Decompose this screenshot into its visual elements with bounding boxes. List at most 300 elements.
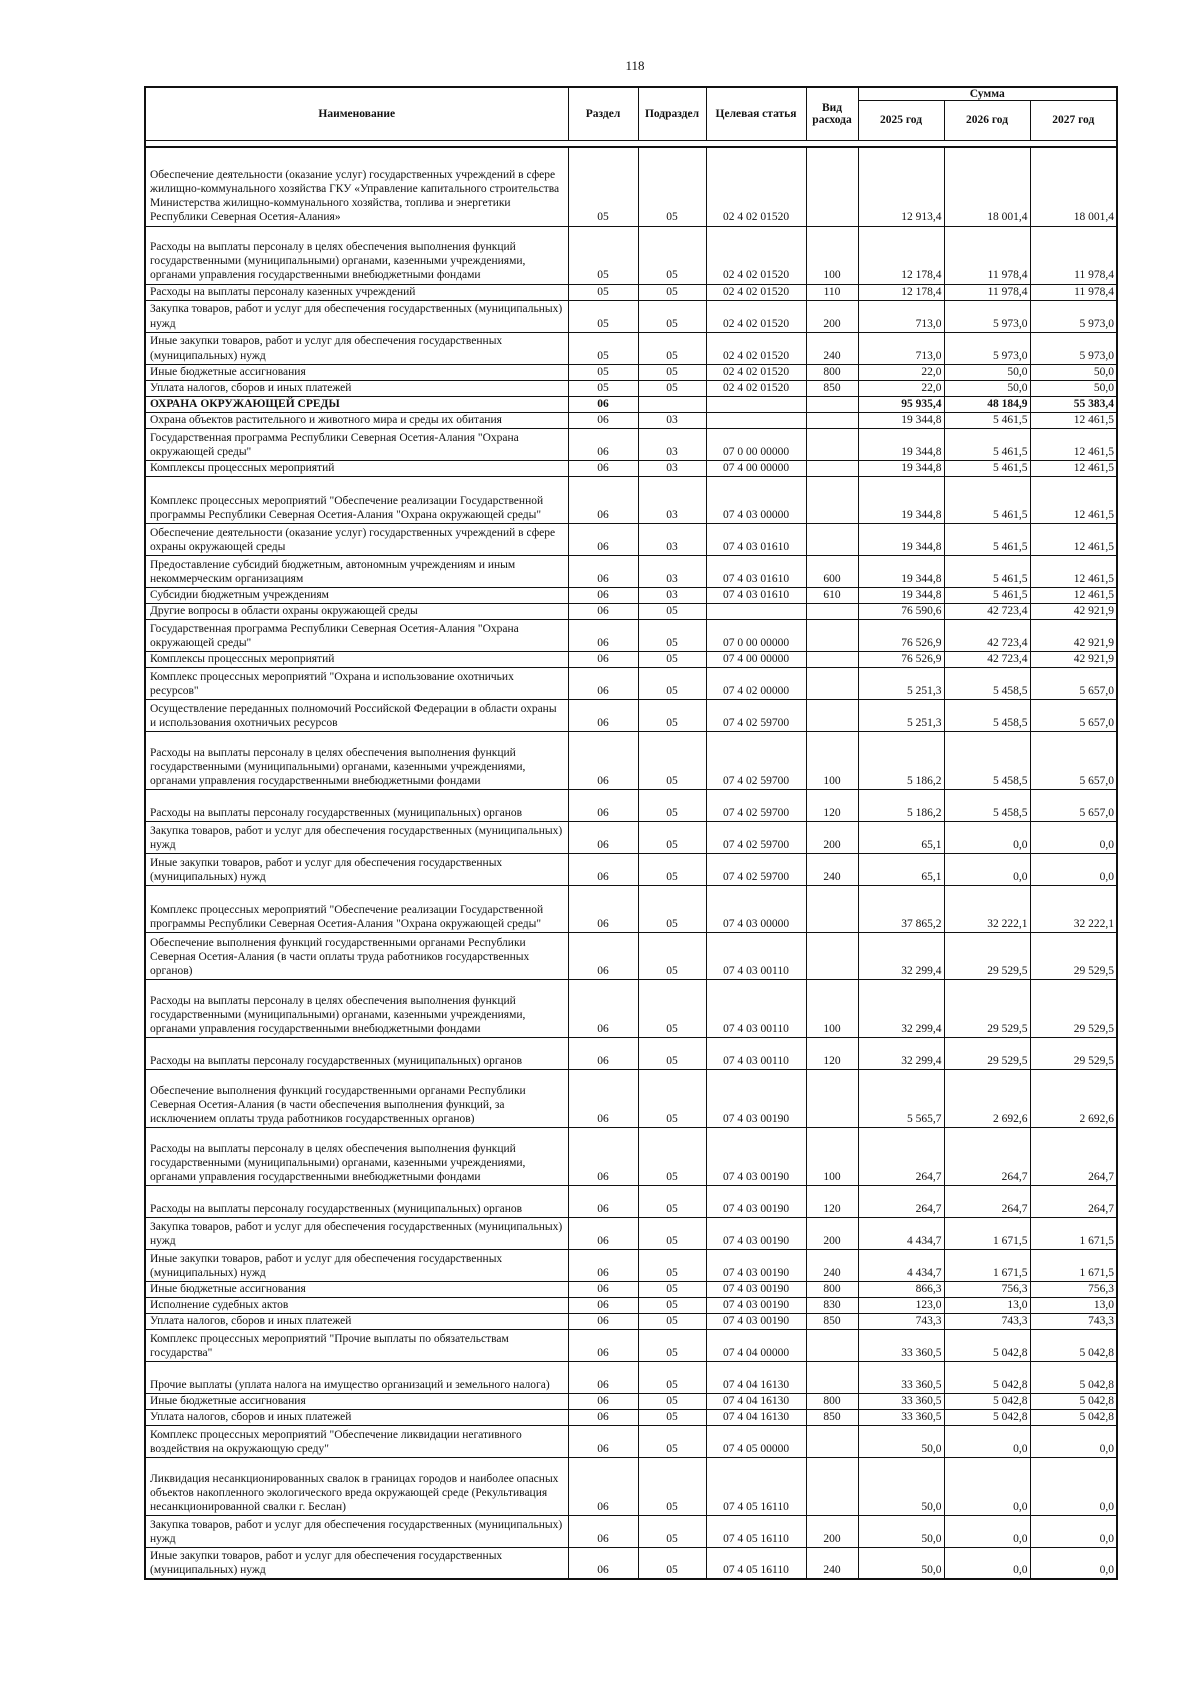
row-sum-2025: 123,0 [858,1297,944,1313]
row-name: Предоставление субсидий бюджетным, автономным учреждениям и иным некоммерческим организациям [145,555,568,587]
row-subsection: 05 [638,1425,706,1457]
row-sum-2026: 5 461,5 [944,555,1030,587]
row-name: Другие вопросы в области охраны окружающей среды [145,603,568,619]
row-section: 06 [568,932,638,979]
table-row [145,853,1117,885]
row-target: 07 4 03 00190 [706,1297,806,1313]
row-expense-type: 850 [806,1409,858,1425]
row-target: 07 4 02 59700 [706,853,806,885]
row-target: 07 4 03 00190 [706,1127,806,1185]
row-subsection: 05 [638,932,706,979]
row-sum-2026: 11 978,4 [944,226,1030,284]
row-target: 07 4 05 16110 [706,1515,806,1547]
row-subsection: 05 [638,731,706,789]
row-name: Уплата налогов, сборов и иных платежей [145,1409,568,1425]
row-target [706,396,806,412]
row-sum-2025: 33 360,5 [858,1329,944,1361]
row-target: 07 0 00 00000 [706,619,806,651]
row-sum-2025: 5 251,3 [858,667,944,699]
row-target: 07 4 02 59700 [706,699,806,731]
row-sum-2027: 12 461,5 [1030,412,1117,428]
row-section: 06 [568,1409,638,1425]
table-row [145,1457,1117,1515]
row-sum-2027: 0,0 [1030,1425,1117,1457]
row-target: 07 4 02 59700 [706,821,806,853]
row-expense-type: 800 [806,1281,858,1297]
row-sum-2026: 29 529,5 [944,932,1030,979]
row-sum-2027: 5 657,0 [1030,789,1117,821]
row-name: Обеспечение выполнения функций государственными органами Республики Северная Осетия-Алания (в части оплаты труда работников государственных органов) [145,932,568,979]
row-target: 02 4 02 01520 [706,284,806,300]
row-name: Расходы на выплаты персоналу в целях обеспечения выполнения функций государственными (муниципальными) органами, казенными учреждениями, органами управления государственными внебюджетными фондами [145,731,568,789]
row-name: Закупка товаров, работ и услуг для обеспечения государственных (муниципальных) нужд [145,300,568,332]
row-name: Расходы на выплаты персоналу в целях обеспечения выполнения функций государственными (муниципальными) органами, казенными учреждениями, органами управления государственными внебюджетными фондами [145,1127,568,1185]
row-target: 07 4 05 16110 [706,1457,806,1515]
row-name: Комплекс процессных мероприятий "Охрана и использование охотничьих ресурсов" [145,667,568,699]
row-sum-2026: 48 184,9 [944,396,1030,412]
row-target: 07 4 03 00110 [706,979,806,1037]
row-subsection: 03 [638,412,706,428]
row-name: Комплекс процессных мероприятий "Прочие выплаты по обязательствам государства" [145,1329,568,1361]
row-sum-2027: 5 973,0 [1030,300,1117,332]
row-sum-2027: 50,0 [1030,364,1117,380]
row-name: Ликвидация несанкционированных свалок в границах городов и наиболее опасных объектов накопленного экологического вреда окружающей среде (Рекультивация несанкционированной свалки г. Беслан) [145,1457,568,1515]
row-expense-type: 200 [806,821,858,853]
row-sum-2025: 4 434,7 [858,1249,944,1281]
row-target: 02 4 02 01520 [706,380,806,396]
row-sum-2027: 42 921,9 [1030,619,1117,651]
row-sum-2025: 5 186,2 [858,731,944,789]
row-subsection: 05 [638,1313,706,1329]
row-subsection: 05 [638,619,706,651]
header-target: Целевая статья [706,87,806,141]
row-expense-type: 100 [806,1127,858,1185]
row-expense-type: 200 [806,1217,858,1249]
row-expense-type [806,651,858,667]
row-sum-2027: 5 042,8 [1030,1329,1117,1361]
table-row [145,284,1117,300]
row-name: Иные бюджетные ассигнования [145,1281,568,1297]
row-name: Расходы на выплаты персоналу в целях обеспечения выполнения функций государственными (муниципальными) органами, казенными учреждениями, органами управления государственными внебюджетными фондами [145,226,568,284]
row-sum-2025: 32 299,4 [858,932,944,979]
row-target: 07 4 03 00190 [706,1249,806,1281]
row-section: 05 [568,284,638,300]
row-sum-2026: 5 458,5 [944,667,1030,699]
row-section: 06 [568,1281,638,1297]
row-section: 06 [568,699,638,731]
row-sum-2026: 0,0 [944,1547,1030,1579]
row-sum-2027: 743,3 [1030,1313,1117,1329]
row-subsection: 05 [638,885,706,932]
row-expense-type [806,932,858,979]
row-target: 02 4 02 01520 [706,364,806,380]
row-expense-type [806,1425,858,1457]
row-subsection: 05 [638,332,706,364]
row-sum-2026: 5 461,5 [944,412,1030,428]
row-sum-2027: 0,0 [1030,1457,1117,1515]
row-sum-2026: 5 458,5 [944,789,1030,821]
row-section: 06 [568,396,638,412]
row-sum-2025: 65,1 [858,821,944,853]
row-expense-type: 120 [806,1037,858,1069]
row-expense-type: 850 [806,1313,858,1329]
row-target [706,412,806,428]
row-sum-2027: 18 001,4 [1030,147,1117,226]
row-name: Иные закупки товаров, работ и услуг для обеспечения государственных (муниципальных) нужд [145,332,568,364]
row-expense-type [806,412,858,428]
row-expense-type [806,1457,858,1515]
row-name: ОХРАНА ОКРУЖАЮЩЕЙ СРЕДЫ [145,396,568,412]
table-row [145,476,1117,523]
row-sum-2027: 55 383,4 [1030,396,1117,412]
row-sum-2026: 743,3 [944,1313,1030,1329]
row-section: 05 [568,226,638,284]
row-target: 07 4 03 01610 [706,555,806,587]
row-subsection: 05 [638,603,706,619]
row-expense-type [806,1361,858,1393]
row-sum-2026: 1 671,5 [944,1217,1030,1249]
table-row [145,412,1117,428]
row-expense-type: 120 [806,789,858,821]
row-target: 07 4 04 16130 [706,1361,806,1393]
row-target: 07 4 03 01610 [706,587,806,603]
row-name: Комплексы процессных мероприятий [145,460,568,476]
row-target: 07 4 03 00190 [706,1217,806,1249]
row-sum-2027: 12 461,5 [1030,523,1117,555]
table-row [145,1297,1117,1313]
row-target: 07 0 00 00000 [706,428,806,460]
row-name: Расходы на выплаты персоналу казенных учреждений [145,284,568,300]
table-row [145,523,1117,555]
table-row [145,380,1117,396]
table-row [145,1069,1117,1127]
table-row [145,587,1117,603]
row-sum-2025: 32 299,4 [858,979,944,1037]
row-subsection: 05 [638,284,706,300]
row-sum-2027: 12 461,5 [1030,428,1117,460]
row-sum-2025: 76 590,6 [858,603,944,619]
row-sum-2025: 19 344,8 [858,460,944,476]
table-row [145,396,1117,412]
row-section: 06 [568,1127,638,1185]
row-sum-2026: 1 671,5 [944,1249,1030,1281]
row-section: 06 [568,651,638,667]
row-subsection: 05 [638,1393,706,1409]
row-expense-type: 830 [806,1297,858,1313]
row-subsection: 03 [638,476,706,523]
row-subsection: 05 [638,1185,706,1217]
row-section: 06 [568,476,638,523]
row-sum-2027: 0,0 [1030,821,1117,853]
row-expense-type: 240 [806,1547,858,1579]
row-sum-2027: 0,0 [1030,1547,1117,1579]
row-subsection: 03 [638,555,706,587]
row-name: Иные бюджетные ассигнования [145,1393,568,1409]
row-sum-2027: 32 222,1 [1030,885,1117,932]
row-subsection: 05 [638,1547,706,1579]
row-target: 07 4 03 00110 [706,932,806,979]
row-sum-2027: 11 978,4 [1030,226,1117,284]
row-target: 07 4 03 00190 [706,1313,806,1329]
row-expense-type: 240 [806,332,858,364]
row-section: 06 [568,853,638,885]
row-subsection: 03 [638,460,706,476]
row-name: Закупка товаров, работ и услуг для обеспечения государственных (муниципальных) нужд [145,1515,568,1547]
row-sum-2026: 42 723,4 [944,651,1030,667]
row-subsection: 05 [638,1297,706,1313]
row-sum-2025: 713,0 [858,300,944,332]
row-sum-2025: 50,0 [858,1457,944,1515]
row-section: 06 [568,412,638,428]
row-target: 07 4 04 16130 [706,1409,806,1425]
row-sum-2025: 22,0 [858,380,944,396]
row-sum-2025: 95 935,4 [858,396,944,412]
row-target: 07 4 03 00000 [706,885,806,932]
row-expense-type: 110 [806,284,858,300]
row-sum-2026: 32 222,1 [944,885,1030,932]
table-row [145,332,1117,364]
row-section: 06 [568,1547,638,1579]
row-section: 05 [568,300,638,332]
row-sum-2026: 5 461,5 [944,460,1030,476]
row-sum-2025: 76 526,9 [858,619,944,651]
row-name: Иные бюджетные ассигнования [145,364,568,380]
row-sum-2026: 42 723,4 [944,619,1030,651]
row-sum-2026: 18 001,4 [944,147,1030,226]
row-subsection: 05 [638,1515,706,1547]
row-sum-2025: 866,3 [858,1281,944,1297]
row-expense-type [806,1329,858,1361]
row-sum-2027: 5 657,0 [1030,699,1117,731]
row-section: 06 [568,1393,638,1409]
row-name: Комплекс процессных мероприятий "Обеспечение реализации Государственной программы Республики Северная Осетия-Алания "Охрана окружающей среды" [145,885,568,932]
table-row [145,619,1117,651]
table-row [145,1515,1117,1547]
row-section: 06 [568,1425,638,1457]
row-expense-type: 100 [806,731,858,789]
row-name: Обеспечение выполнения функций государственными органами Республики Северная Осетия-Алания (в части обеспечения выполнения функций, за исключением оплаты труда работников государственных органов) [145,1069,568,1127]
row-section: 06 [568,821,638,853]
row-name: Закупка товаров, работ и услуг для обеспечения государственных (муниципальных) нужд [145,821,568,853]
row-sum-2027: 756,3 [1030,1281,1117,1297]
table-row [145,555,1117,587]
row-expense-type: 610 [806,587,858,603]
row-name: Государственная программа Республики Северная Осетия-Алания "Охрана окружающей среды" [145,619,568,651]
row-expense-type [806,1069,858,1127]
row-target: 07 4 02 59700 [706,731,806,789]
row-expense-type: 800 [806,364,858,380]
row-target: 07 4 02 00000 [706,667,806,699]
row-sum-2027: 5 042,8 [1030,1409,1117,1425]
row-section: 05 [568,364,638,380]
table-row [145,603,1117,619]
row-name: Охрана объектов растительного и животного мира и среды их обитания [145,412,568,428]
row-subsection: 05 [638,1037,706,1069]
row-target: 07 4 05 16110 [706,1547,806,1579]
table-row [145,885,1117,932]
row-subsection: 05 [638,1281,706,1297]
row-name: Государственная программа Республики Северная Осетия-Алания "Охрана окружающей среды" [145,428,568,460]
row-sum-2025: 19 344,8 [858,412,944,428]
row-target: 07 4 03 00190 [706,1069,806,1127]
row-sum-2025: 65,1 [858,853,944,885]
row-sum-2027: 0,0 [1030,853,1117,885]
row-target: 02 4 02 01520 [706,332,806,364]
row-sum-2027: 5 973,0 [1030,332,1117,364]
header-expense-type: Вид расхода [806,87,858,141]
row-expense-type [806,667,858,699]
row-target: 07 4 03 00190 [706,1185,806,1217]
row-sum-2026: 5 461,5 [944,587,1030,603]
table-row [145,147,1117,226]
row-section: 06 [568,1297,638,1313]
row-section: 06 [568,1457,638,1515]
row-sum-2027: 0,0 [1030,1515,1117,1547]
row-sum-2027: 2 692,6 [1030,1069,1117,1127]
row-sum-2027: 11 978,4 [1030,284,1117,300]
table-row [145,364,1117,380]
row-sum-2027: 1 671,5 [1030,1217,1117,1249]
row-subsection: 05 [638,226,706,284]
row-expense-type: 120 [806,1185,858,1217]
row-sum-2026: 0,0 [944,1457,1030,1515]
row-sum-2025: 50,0 [858,1425,944,1457]
row-section: 06 [568,428,638,460]
row-subsection: 05 [638,1361,706,1393]
header-year-2025: 2025 год [858,101,944,141]
row-sum-2026: 5 461,5 [944,476,1030,523]
row-name: Уплата налогов, сборов и иных платежей [145,380,568,396]
row-sum-2026: 5 042,8 [944,1393,1030,1409]
row-expense-type [806,396,858,412]
row-section: 06 [568,619,638,651]
table-row [145,651,1117,667]
row-section: 06 [568,460,638,476]
row-sum-2025: 32 299,4 [858,1037,944,1069]
row-sum-2027: 5 042,8 [1030,1393,1117,1409]
row-sum-2027: 50,0 [1030,380,1117,396]
row-target [706,603,806,619]
row-sum-2025: 33 360,5 [858,1409,944,1425]
row-expense-type [806,699,858,731]
row-subsection: 05 [638,1127,706,1185]
table-row [145,1037,1117,1069]
row-sum-2026: 29 529,5 [944,979,1030,1037]
row-expense-type [806,619,858,651]
table-row [145,731,1117,789]
row-subsection: 05 [638,1249,706,1281]
row-name: Комплекс процессных мероприятий "Обеспечение реализации Государственной программы Республики Северная Осетия-Алания "Охрана окружающей среды" [145,476,568,523]
row-sum-2027: 29 529,5 [1030,932,1117,979]
row-name: Осуществление переданных полномочий Российской Федерации в области охраны и использования охотничьих ресурсов [145,699,568,731]
row-section: 06 [568,979,638,1037]
row-sum-2027: 264,7 [1030,1127,1117,1185]
row-sum-2026: 756,3 [944,1281,1030,1297]
row-expense-type [806,428,858,460]
row-sum-2026: 50,0 [944,364,1030,380]
table-row [145,1361,1117,1393]
table-row [145,1393,1117,1409]
row-name: Иные закупки товаров, работ и услуг для обеспечения государственных (муниципальных) нужд [145,853,568,885]
row-section: 05 [568,147,638,226]
row-sum-2025: 19 344,8 [858,555,944,587]
row-sum-2027: 12 461,5 [1030,460,1117,476]
row-sum-2026: 5 973,0 [944,300,1030,332]
table-row [145,226,1117,284]
row-sum-2026: 5 458,5 [944,731,1030,789]
row-sum-2025: 5 251,3 [858,699,944,731]
table-row [145,979,1117,1037]
row-target: 07 4 03 00000 [706,476,806,523]
row-sum-2027: 29 529,5 [1030,979,1117,1037]
row-sum-2026: 2 692,6 [944,1069,1030,1127]
row-section: 06 [568,885,638,932]
row-section: 05 [568,380,638,396]
row-section: 06 [568,587,638,603]
row-target: 07 4 04 00000 [706,1329,806,1361]
row-sum-2025: 19 344,8 [858,523,944,555]
budget-table [144,86,1118,1580]
row-section: 06 [568,555,638,587]
row-section: 06 [568,731,638,789]
row-sum-2025: 743,3 [858,1313,944,1329]
row-sum-2026: 5 973,0 [944,332,1030,364]
row-subsection: 03 [638,428,706,460]
row-expense-type [806,147,858,226]
row-section: 06 [568,789,638,821]
row-name: Расходы на выплаты персоналу государственных (муниципальных) органов [145,789,568,821]
row-section: 06 [568,1361,638,1393]
row-sum-2027: 42 921,9 [1030,603,1117,619]
row-sum-2025: 19 344,8 [858,476,944,523]
row-sum-2026: 5 461,5 [944,523,1030,555]
row-sum-2027: 5 657,0 [1030,731,1117,789]
row-expense-type [806,523,858,555]
row-sum-2027: 1 671,5 [1030,1249,1117,1281]
row-target: 07 4 00 00000 [706,460,806,476]
row-subsection: 05 [638,364,706,380]
row-sum-2026: 264,7 [944,1185,1030,1217]
row-subsection: 05 [638,789,706,821]
row-subsection: 05 [638,1409,706,1425]
row-sum-2025: 12 178,4 [858,226,944,284]
row-subsection: 05 [638,1329,706,1361]
row-sum-2026: 13,0 [944,1297,1030,1313]
row-name: Прочие выплаты (уплата налога на имущество организаций и земельного налога) [145,1361,568,1393]
row-subsection: 05 [638,1069,706,1127]
table-row [145,932,1117,979]
row-subsection [638,396,706,412]
row-sum-2027: 12 461,5 [1030,587,1117,603]
table-row [145,428,1117,460]
row-sum-2025: 713,0 [858,332,944,364]
row-sum-2026: 11 978,4 [944,284,1030,300]
row-subsection: 05 [638,979,706,1037]
row-expense-type: 600 [806,555,858,587]
header-sum: Сумма [858,87,1117,101]
row-sum-2027: 12 461,5 [1030,476,1117,523]
row-expense-type: 240 [806,853,858,885]
row-subsection: 05 [638,699,706,731]
row-sum-2027: 264,7 [1030,1185,1117,1217]
row-sum-2025: 12 178,4 [858,284,944,300]
table-row [145,1127,1117,1185]
row-name: Обеспечение деятельности (оказание услуг) государственных учреждений в сфере жилищно-коммунального хозяйства ГКУ «Управление капитального строительства Министерства жилищно-коммунального хозяйства, топлива и энергетики Республики Северная Осетия-Алания» [145,147,568,226]
row-target: 07 4 02 59700 [706,789,806,821]
row-sum-2026: 0,0 [944,1425,1030,1457]
header-section: Раздел [568,87,638,141]
row-section: 06 [568,1329,638,1361]
